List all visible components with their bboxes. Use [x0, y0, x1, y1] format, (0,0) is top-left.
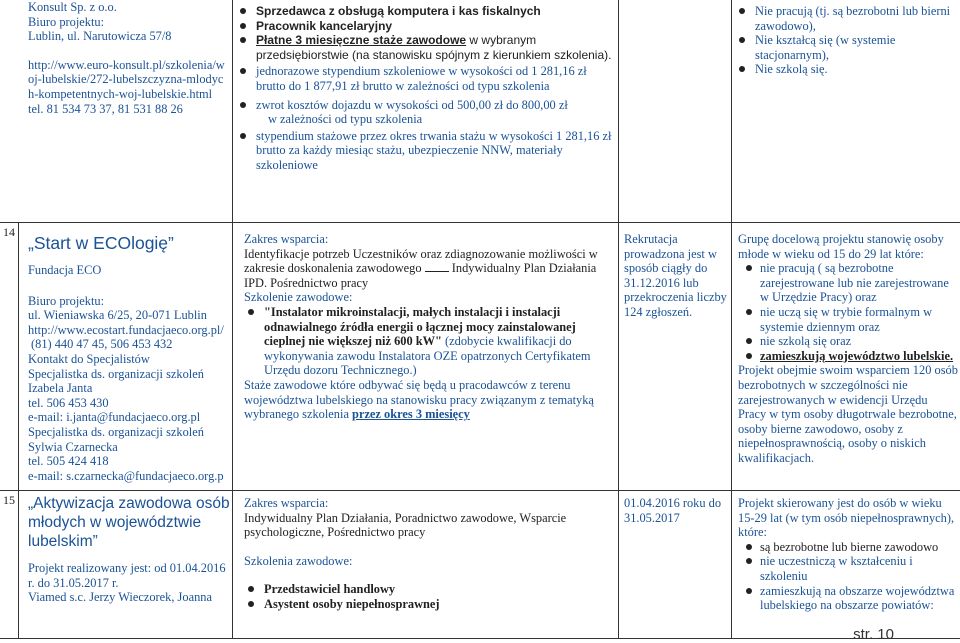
- top-support-item-5-cont: w zależności od typu szkolenia: [268, 112, 423, 127]
- top-support-list: [236, 4, 614, 173]
- row15-project-line: Projekt realizowany jest: od 01.04.2016 r. do 31.05.2017 r.: [28, 561, 226, 590]
- row15-support-cell: [244, 496, 614, 612]
- row15-training-item-1: Przedstawiciel handlowy: [244, 582, 614, 597]
- col-divider-2: [618, 0, 619, 638]
- row14-target-item-3: nie szkolą się oraz: [738, 334, 958, 349]
- top-target-item-3: Nie szkolą się.: [735, 62, 957, 77]
- col-divider-3: [731, 0, 732, 638]
- row14-url-link[interactable]: [28, 323, 232, 338]
- top-support-item-5: [236, 98, 614, 127]
- row14-recruit-cell: [624, 232, 730, 320]
- top-support-item-3: [236, 33, 614, 62]
- row14-target-cell: [738, 232, 958, 466]
- row15-training-item-2: Asystent osoby niepełnosprawnej: [244, 597, 614, 612]
- top-org-name: Konsult Sp. z o.o.: [28, 0, 117, 14]
- row15-support-label: Zakres wsparcia:: [244, 496, 329, 510]
- top-target-cell: [735, 4, 957, 77]
- row15-target-intro: Projekt skierowany jest do osób w wieku 15-29 lat (w tym osób niepełnosprawnych), które:: [738, 496, 955, 540]
- row15-support-text: Indywidualny Plan Działania, Poradnictwo zawodowe, Wsparcie psychologiczne, Pośrednictwo pracy: [244, 510, 567, 540]
- row14-spec1-email-link[interactable]: e-mail: i.janta@fundacjaeco.org.pl: [28, 410, 201, 425]
- row15-org-cell: [28, 494, 232, 605]
- row-divider-middle: [0, 490, 960, 491]
- top-support-item-6: stypendium stażowe przez okres trwania stażu w wysokości 1 281,16 zł brutto za każdy miesiąc stażu, ubezpieczenie NNW, materiały szkoleniowe: [236, 129, 614, 173]
- row14-support-text-main: Identyfikacje potrzeb Uczestników oraz zdiagnozowanie możliwości w zakresie doskonalenia zawodowego: [244, 246, 598, 276]
- row14-support-dash: [425, 262, 449, 272]
- row14-support-ipd: Indywidualny Plan Działania: [451, 261, 597, 276]
- row-number-14: 14: [3, 225, 15, 239]
- row14-support-label: Zakres wsparcia:: [244, 232, 329, 246]
- row14-title: „Start w ECOlogię”: [28, 233, 174, 253]
- row15-recruit: 01.04.2016 roku do 31.05.2017: [624, 496, 722, 525]
- row14-spec2-label: Specjalistka ds. organizacji szkoleń: [28, 424, 204, 439]
- top-url-link[interactable]: [28, 58, 228, 102]
- row14-spec2-name: Sylwia Czarnecka: [28, 439, 118, 454]
- top-support-item-2: Pracownik kancelaryjny: [236, 19, 614, 34]
- row14-training-label: Szkolenie zawodowe:: [244, 290, 353, 305]
- row15-title: „Aktywizacja zawodowa osób młodych w województwie lubelskim”: [28, 495, 230, 550]
- top-support-item-3-underlined: Płatne 3 miesięczne staże zawodowe: [256, 33, 467, 48]
- row14-spec2-email-link[interactable]: e-mail: s.czarnecka@fundacjaeco.org.p: [28, 468, 224, 483]
- row15-training-label: Szkolenia zawodowe:: [244, 553, 353, 568]
- row15-org: Viamed s.c. Jerzy Wieczorek, Joanna: [28, 590, 212, 605]
- row14-training-rest: (zdobycie kwalifikacji do wykonywania zawodu Instalatora OZE opatrzonych Certyfikatem Urzędu dozoru Technicznego.): [264, 334, 591, 378]
- row14-training-bold: "Instalator mikroinstalacji, małych instalacji i instalacji odnawialnego źródła energii o łącznej mocy zainstalowanej cieplnej nie większej niż 600 kW": [264, 304, 576, 349]
- top-url[interactable]: http://www.euro-konsult.pl/szkolenia/woj-lubelskie/272-lubelszczyzna-mlodych-kompetentnych-woj-lubelskie.html: [28, 57, 225, 101]
- row-number-15: 15: [3, 493, 15, 507]
- row14-support-text2: IPD. Pośrednictwo pracy: [244, 275, 369, 290]
- row14-target-list: [738, 261, 958, 363]
- top-support-cell: [236, 4, 614, 173]
- top-support-item-1: Sprzedawca z obsługą komputera i kas fiskalnych: [236, 4, 614, 19]
- row14-staz-period: przez okres 3 miesięcy: [352, 407, 470, 422]
- row14-spec2-email[interactable]: [28, 469, 232, 484]
- row15-target-item-3: zamieszkują na obszarze województwa lubelskiego na obszarze powiatów:: [738, 584, 958, 613]
- row14-address: ul. Wieniawska 6/25, 20-071 Lublin: [28, 308, 207, 323]
- row14-support-text: [244, 247, 614, 291]
- row14-training-list: [244, 305, 614, 378]
- top-support-item-3-rest: w wybranym przedsiębiorstwie (na stanowisku spójnym z kierunkiem szkolenia).: [256, 33, 612, 62]
- row15-target-cell: [738, 496, 958, 613]
- top-support-item-4: jednorazowe stypendium szkoleniowe w wysokości od 1 281,16 zł brutto do 1 877,91 zł brutto w zależności od typu szkolenia: [236, 64, 614, 93]
- row15-target-item-1: są bezrobotne lub bierne zawodowo: [738, 540, 958, 555]
- row15-training-list: [244, 582, 614, 611]
- row15-recruit-cell: [624, 496, 730, 525]
- row14-staz: [244, 378, 614, 422]
- row14-spec1-email[interactable]: [28, 410, 232, 425]
- row14-support-cell: [244, 232, 614, 422]
- row14-phones: (81) 440 47 45, 506 453 432: [31, 337, 173, 352]
- row14-url[interactable]: http://www.ecostart.fundacjaeco.org.pl/: [28, 322, 224, 337]
- row15-target-list: [738, 540, 958, 613]
- page-number: str. 10: [853, 626, 894, 643]
- top-target-list: [735, 4, 957, 77]
- top-support-item-5-text: zwrot kosztów dojazdu w wysokości od 500,00 zł do 800,00 zł: [256, 97, 568, 112]
- top-target-item-1: Nie pracują (tj. są bezrobotni lub bierni zawodowo),: [735, 4, 957, 33]
- top-target-item-2: Nie kształcą się (w systemie stacjonarnym),: [735, 33, 957, 62]
- row14-org-cell: [28, 234, 232, 483]
- row14-training-item: [244, 305, 614, 378]
- col-divider-num: [18, 222, 19, 638]
- top-address: Lublin, ul. Narutowicza 57/8: [28, 29, 172, 44]
- row14-staz-text: Staże zawodowe które odbywać się będą u pracodawców z terenu województwa lubelskiego na stanowisku pracy związanym z tematyką wybranego szkolenia: [244, 377, 594, 422]
- row14-spec1-name: Izabela Janta: [28, 381, 93, 396]
- row14-spec1-label: Specjalistka ds. organizacji szkoleń: [28, 366, 204, 381]
- row14-org-name: Fundacja ECO: [28, 263, 102, 277]
- top-org-cell: [28, 0, 228, 116]
- row14-target-intro: Grupę docelową projektu stanowię osoby młode w wieku od 15 do 29 lat które:: [738, 232, 944, 261]
- row14-target-item-4: zamieszkują województwo lubelskie.: [738, 349, 958, 364]
- row14-spec2-phone: tel. 505 424 418: [28, 454, 109, 469]
- col-divider-1: [232, 0, 233, 638]
- row14-recruit: Rekrutacja prowadzona jest w sposób ciągły do 31.12.2016 lub przekroczenia liczby 124 zgłoszeń.: [624, 232, 727, 319]
- row14-spec1-phone: tel. 506 453 430: [28, 395, 109, 410]
- row14-target-item-1: nie pracują ( są bezrobotne zarejestrowane lub nie zarejestrowane w Urzędzie Pracy) oraz: [738, 261, 958, 305]
- row-divider-bottom: [0, 638, 960, 639]
- row14-target-outro: Projekt obejmie swoim wsparciem 120 osób bezrobotnych w szczególności nie zarejestrowanych w ewidencji Urzędu Pracy w tym osoby długotrwale bezrobotne, osoby bierne zawodowo, osoby z niepełnosprawnością, osoby o niskich kwalifikacjach.: [738, 363, 958, 465]
- row15-target-item-2: nie uczestniczą w kształceniu i szkoleniu: [738, 554, 958, 583]
- row14-office-label: Biuro projektu:: [28, 293, 105, 308]
- top-office-label: Biuro projektu:: [28, 14, 105, 29]
- row-divider-top: [0, 222, 960, 223]
- row14-target-item-2: nie uczą się w trybie formalnym w systemie dziennym oraz: [738, 305, 958, 334]
- top-phone: tel. 81 534 73 37, 81 531 88 26: [28, 101, 183, 116]
- row14-contact-label: Kontakt do Specjalistów: [28, 351, 150, 366]
